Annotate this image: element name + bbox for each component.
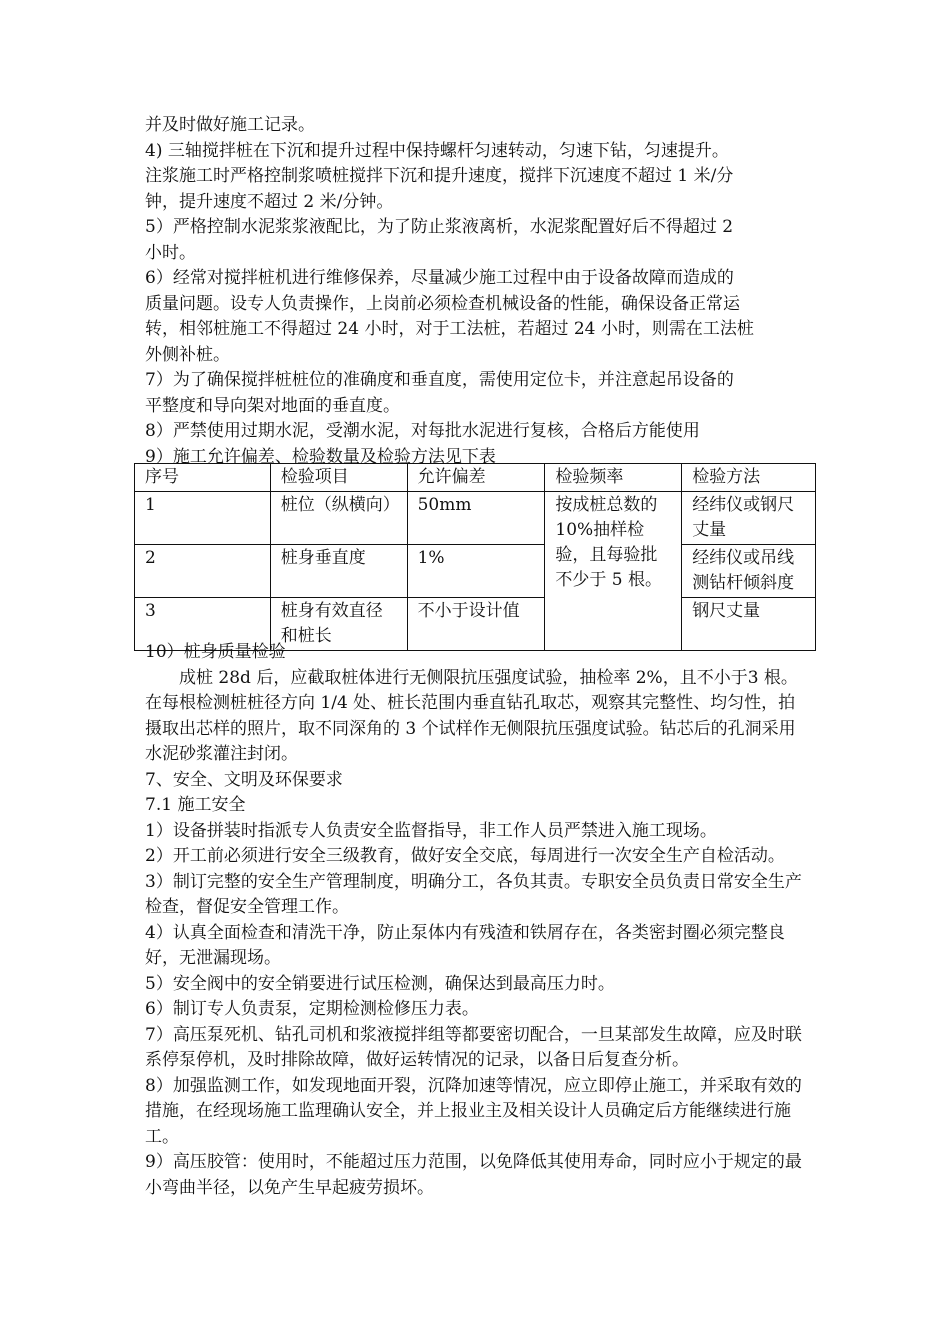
paragraph-line: 5）严格控制水泥浆浆液配比，为了防止浆液离析，水泥浆配置好后不得超过 2 <box>145 217 734 237</box>
header-tolerance: 允许偏差 <box>407 464 545 492</box>
safety-item: 3）制订完整的安全生产管理制度，明确分工，各负其责。专职安全员负责日常安全生产检查，督促安全管理工作。 <box>145 871 802 917</box>
cell-tolerance: 不小于设计值 <box>407 598 545 651</box>
safety-item: 2）开工前必须进行安全三级教育，做好安全交底，每周进行一次安全生产自检活动。 <box>145 846 785 866</box>
cell-method: 经纬仪或吊线测钻杆倾斜度 <box>682 545 816 598</box>
paragraph-line: 转，相邻桩施工不得超过 24 小时，对于工法桩，若超过 24 小时，则需在工法桩 <box>145 319 754 339</box>
cell-tolerance: 1% <box>407 545 545 598</box>
paragraph-line: 7）为了确保搅拌桩桩位的准确度和垂直度，需使用定位卡，并注意起吊设备的 <box>145 370 734 390</box>
safety-item: 5）安全阀中的安全销要进行试压检测，确保达到最高压力时。 <box>145 973 615 994</box>
cell-tolerance: 50mm <box>407 492 545 545</box>
lower-text <box>145 640 810 1201</box>
section-10-heading: 10）桩身质量检验 <box>145 642 286 662</box>
cell-item: 桩身有效直径和桩长 <box>270 598 407 651</box>
safety-item: 6）制订专人负责泵，定期检测检修压力表。 <box>145 999 479 1019</box>
upper-text <box>145 113 810 470</box>
cell-method: 经纬仪或钢尺丈量 <box>682 492 816 545</box>
safety-item: 9）高压胶管：使用时，不能超过压力范围，以免降低其使用寿命，同时应小于规定的最小弯曲半径，以免产生早起疲劳损坏。 <box>145 1152 802 1198</box>
paragraph-line: 6）经常对搅拌桩机进行维修保养，尽量减少施工过程中由于设备故障而造成的 <box>145 268 734 288</box>
paragraph-line: 外侧补桩。 <box>145 344 230 365</box>
cell-method: 钢尺丈量 <box>682 598 816 651</box>
table-caption: 9）施工允许偏差、检验数量及检验方法见下表 <box>145 446 496 467</box>
paragraph-line: 8）严禁使用过期水泥，受潮水泥，对每批水泥进行复核，合格后方能使用 <box>145 421 700 441</box>
cell-item: 桩身垂直度 <box>270 545 407 598</box>
header-frequency: 检验频率 <box>545 464 682 492</box>
paragraph-line: 并及时做好施工记录。 <box>145 115 315 135</box>
paragraph-line: 小时。 <box>145 242 196 263</box>
paragraph-line: 质量问题。设专人负责操作，上岗前必须检查机械设备的性能，确保设备正常运 <box>145 293 740 314</box>
paragraph-line: 注浆施工时严格控制浆喷桩搅拌下沉和提升速度，搅拌下沉速度不超过 1 米/分 <box>145 166 734 186</box>
cell-no: 2 <box>135 545 271 598</box>
table-header-row <box>135 464 816 492</box>
safety-item: 4）认真全面检查和清洗干净，防止泵体内有残渣和铁屑存在，各类密封圈必须完整良好，无泄漏现场。 <box>145 922 785 968</box>
section-7-heading: 7、安全、文明及环保要求 <box>145 769 343 790</box>
cell-item: 桩位（纵横向） <box>270 492 407 545</box>
section-10-body: 成桩 28d 后，应截取桩体进行无侧限抗压强度试验，抽检率 2%，且不小于3 根。在每根检测桩桩径方向 1/4 处、桩长范围内垂直钻孔取芯，观察其完整性、均匀性，拍摄取出芯样的照片，取不同深角的 3 个试样作无侧限抗压强度试验。钻芯后的孔洞采用水泥砂浆灌注封闭。 <box>145 667 798 764</box>
header-no: 序号 <box>135 464 271 492</box>
header-item: 检验项目 <box>270 464 407 492</box>
table-row <box>135 545 816 598</box>
cell-frequency: 按成桩总数的10%抽样检验，且每验批不少于 5 根。 <box>545 492 682 651</box>
safety-item: 8）加强监测工作，如发现地面开裂，沉降加速等情况，应立即停止施工，并采取有效的措施，在经现场施工监理确认安全，并上报业主及相关设计人员确定后方能继续进行施工。 <box>145 1075 802 1147</box>
tolerance-table <box>134 463 816 651</box>
table-row <box>135 492 816 545</box>
paragraph-line: 平整度和导向架对地面的垂直度。 <box>145 395 400 416</box>
safety-item: 1）设备拼装时指派专人负责安全监督指导，非工作人员严禁进入施工现场。 <box>145 820 717 841</box>
safety-item: 7）高压泵死机、钻孔司机和浆液搅拌组等都要密切配合，一旦某部发生故障，应及时联系停泵停机，及时排除故障，做好运转情况的记录，以备日后复查分析。 <box>145 1024 802 1070</box>
cell-no: 3 <box>135 598 271 651</box>
section-7-1-heading: 7.1 施工安全 <box>145 795 246 815</box>
cell-no: 1 <box>135 492 271 545</box>
header-method: 检验方法 <box>682 464 816 492</box>
paragraph-line: 4) 三轴搅拌桩在下沉和提升过程中保持螺杆匀速转动，匀速下钻，匀速提升。 <box>145 140 729 161</box>
paragraph-line: 钟，提升速度不超过 2 米/分钟。 <box>145 191 394 212</box>
